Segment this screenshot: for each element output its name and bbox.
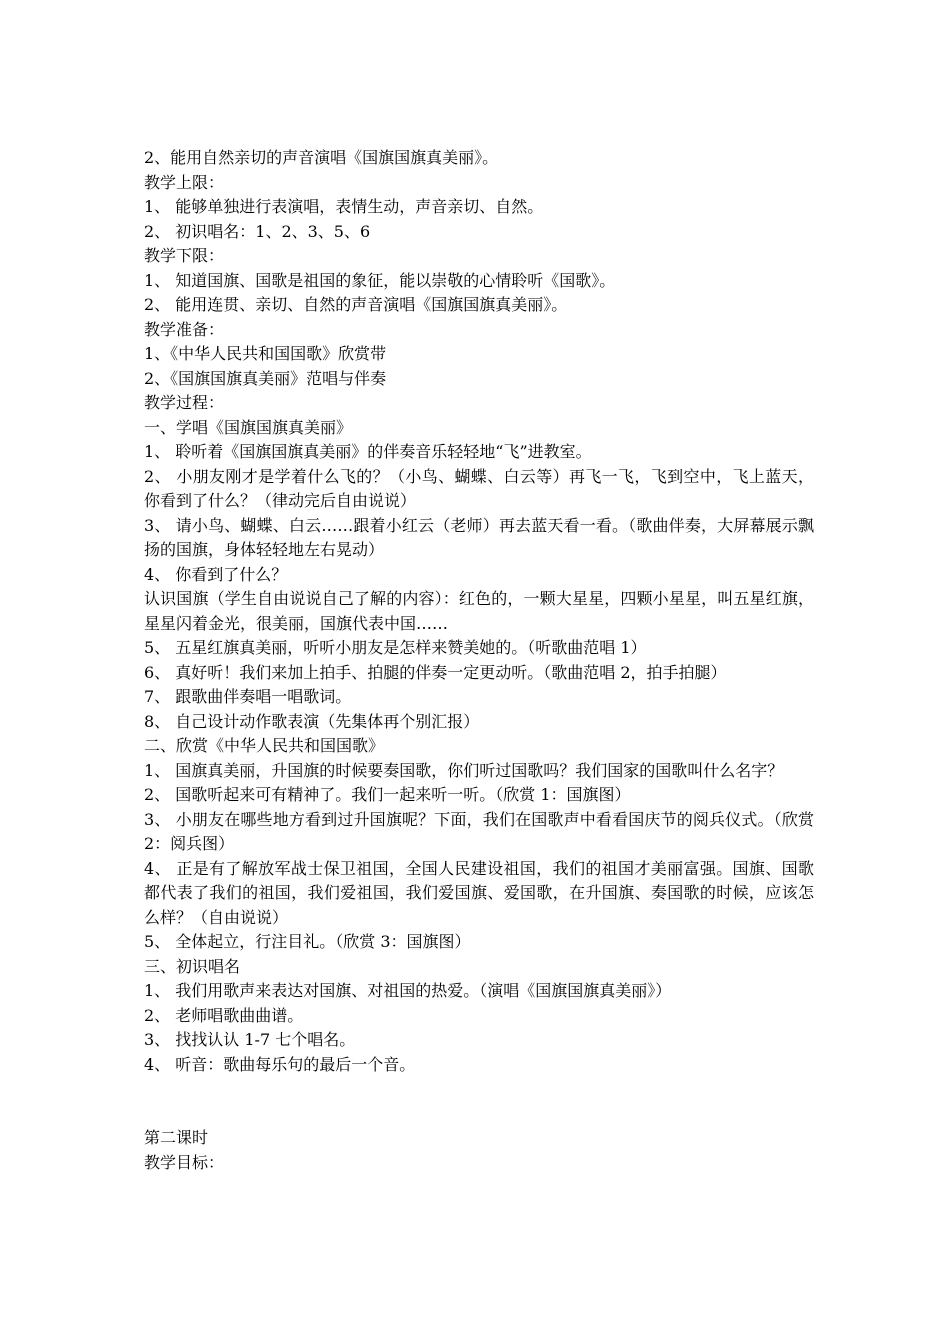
process-step: 8、 自己设计动作歌表演（先集体再个别汇报） <box>144 711 480 731</box>
flag-description-paragraph: 认识国旗（学生自由说说自己了解的内容）：红色的，一颗大星星，四颗小星星，叫五星红旗，星星闪着金光，很美丽，国旗代表中国…… <box>144 589 814 633</box>
section-heading: 一、学唱《国旗国旗真美丽》 <box>144 417 353 437</box>
lower-limit-item: 2、 能用连贯、亲切、自然的声音演唱《国旗国旗真美丽》。 <box>144 295 568 314</box>
teaching-goals-heading: 教学目标： <box>144 1152 225 1172</box>
process-step-paragraph: 3、 小朋友在哪些地方看到过升国旗呢？下面，我们在国歌声中看看国庆节的阅兵仪式。（欣赏 2：阅兵图） <box>144 809 814 853</box>
upper-limit-item: 1、 能够单独进行表演唱，表情生动，声音亲切、自然。 <box>144 197 544 216</box>
preparation-item: 2、《国旗国旗真美丽》范唱与伴奏 <box>144 368 387 388</box>
process-step: 5、 全体起立，行注目礼。（欣赏 3：国旗图） <box>144 932 471 951</box>
process-step: 3、 找找认认 1-7 七个唱名。 <box>144 1030 356 1049</box>
process-step: 4、 听音：歌曲每乐句的最后一个音。 <box>144 1054 416 1074</box>
lesson-two-heading: 第二课时 <box>144 1128 209 1147</box>
process-step: 5、 五星红旗真美丽，听听小朋友是怎样来赞美她的。（听歌曲范唱 1） <box>144 638 647 657</box>
process-step: 4、 你看到了什么？ <box>144 564 288 584</box>
lower-limit-item: 1、 知道国旗、国歌是祖国的象征，能以崇敬的心情聆听《国歌》。 <box>144 270 616 290</box>
blank-space <box>144 1077 814 1126</box>
process-step: 7、 跟歌曲伴奏唱一唱歌词。 <box>144 687 352 706</box>
process-step-paragraph: 4、 正是有了解放军战士保卫祖国，全国人民建设祖国，我们的祖国才美丽富强。国旗、国歌都代表了我们的祖国，我们爱祖国，我们爱国旗、爱国歌，在升国旗、奏国歌的时候，应该怎么样？（自由说说） <box>144 858 814 927</box>
process-step: 2、 国歌听起来可有精神了。我们一起来听一听。（欣赏 1：国旗图） <box>144 785 631 804</box>
process-step: 1、 聆听着《国旗国旗真美丽》的伴奏音乐轻轻地“飞”进教室。 <box>144 442 592 461</box>
preparation-item: 1、《中华人民共和国国歌》欣赏带 <box>144 344 387 363</box>
upper-limit-heading: 教学上限： <box>144 172 225 192</box>
process-step: 2、 老师唱歌曲曲谱。 <box>144 1005 304 1025</box>
process-step-paragraph: 1、 国旗真美丽，升国旗的时候要奏国歌，你们听过国歌吗？我们国家的国歌叫什么名字？ <box>144 760 784 780</box>
process-step-paragraph: 3、 请小鸟、蝴蝶、白云……跟着小红云（老师）再去蓝天看一看。（歌曲伴奏，大屏幕展示飘扬的国旗，身体轻轻地左右晃动） <box>144 515 814 559</box>
process-step: 6、 真好听！我们来加上拍手、拍腿的伴奏一定更动听。（歌曲范唱 2，拍手拍腿） <box>144 662 727 682</box>
process-heading: 教学过程： <box>144 393 225 412</box>
section-heading: 三、初识唱名 <box>144 956 241 976</box>
process-step: 1、 我们用歌声来表达对国旗、对祖国的热爱。（演唱《国旗国旗真美丽》） <box>144 981 672 1000</box>
lower-limit-heading: 教学下限： <box>144 246 225 265</box>
process-step-paragraph: 2、 小朋友刚才是学着什么飞的？（小鸟、蝴蝶、白云等）再飞一飞，飞到空中，飞上蓝天，你看到了什么？（律动完后自由说说） <box>144 466 814 510</box>
lesson-plan-text <box>144 146 814 1175</box>
preparation-heading: 教学准备： <box>144 319 225 339</box>
section-heading: 二、欣赏《中华人民共和国国歌》 <box>144 736 385 755</box>
goal-line: 2、能用自然亲切的声音演唱《国旗国旗真美丽》。 <box>144 148 499 167</box>
upper-limit-item: 2、 初识唱名：1、2、3、5、6 <box>144 221 371 241</box>
